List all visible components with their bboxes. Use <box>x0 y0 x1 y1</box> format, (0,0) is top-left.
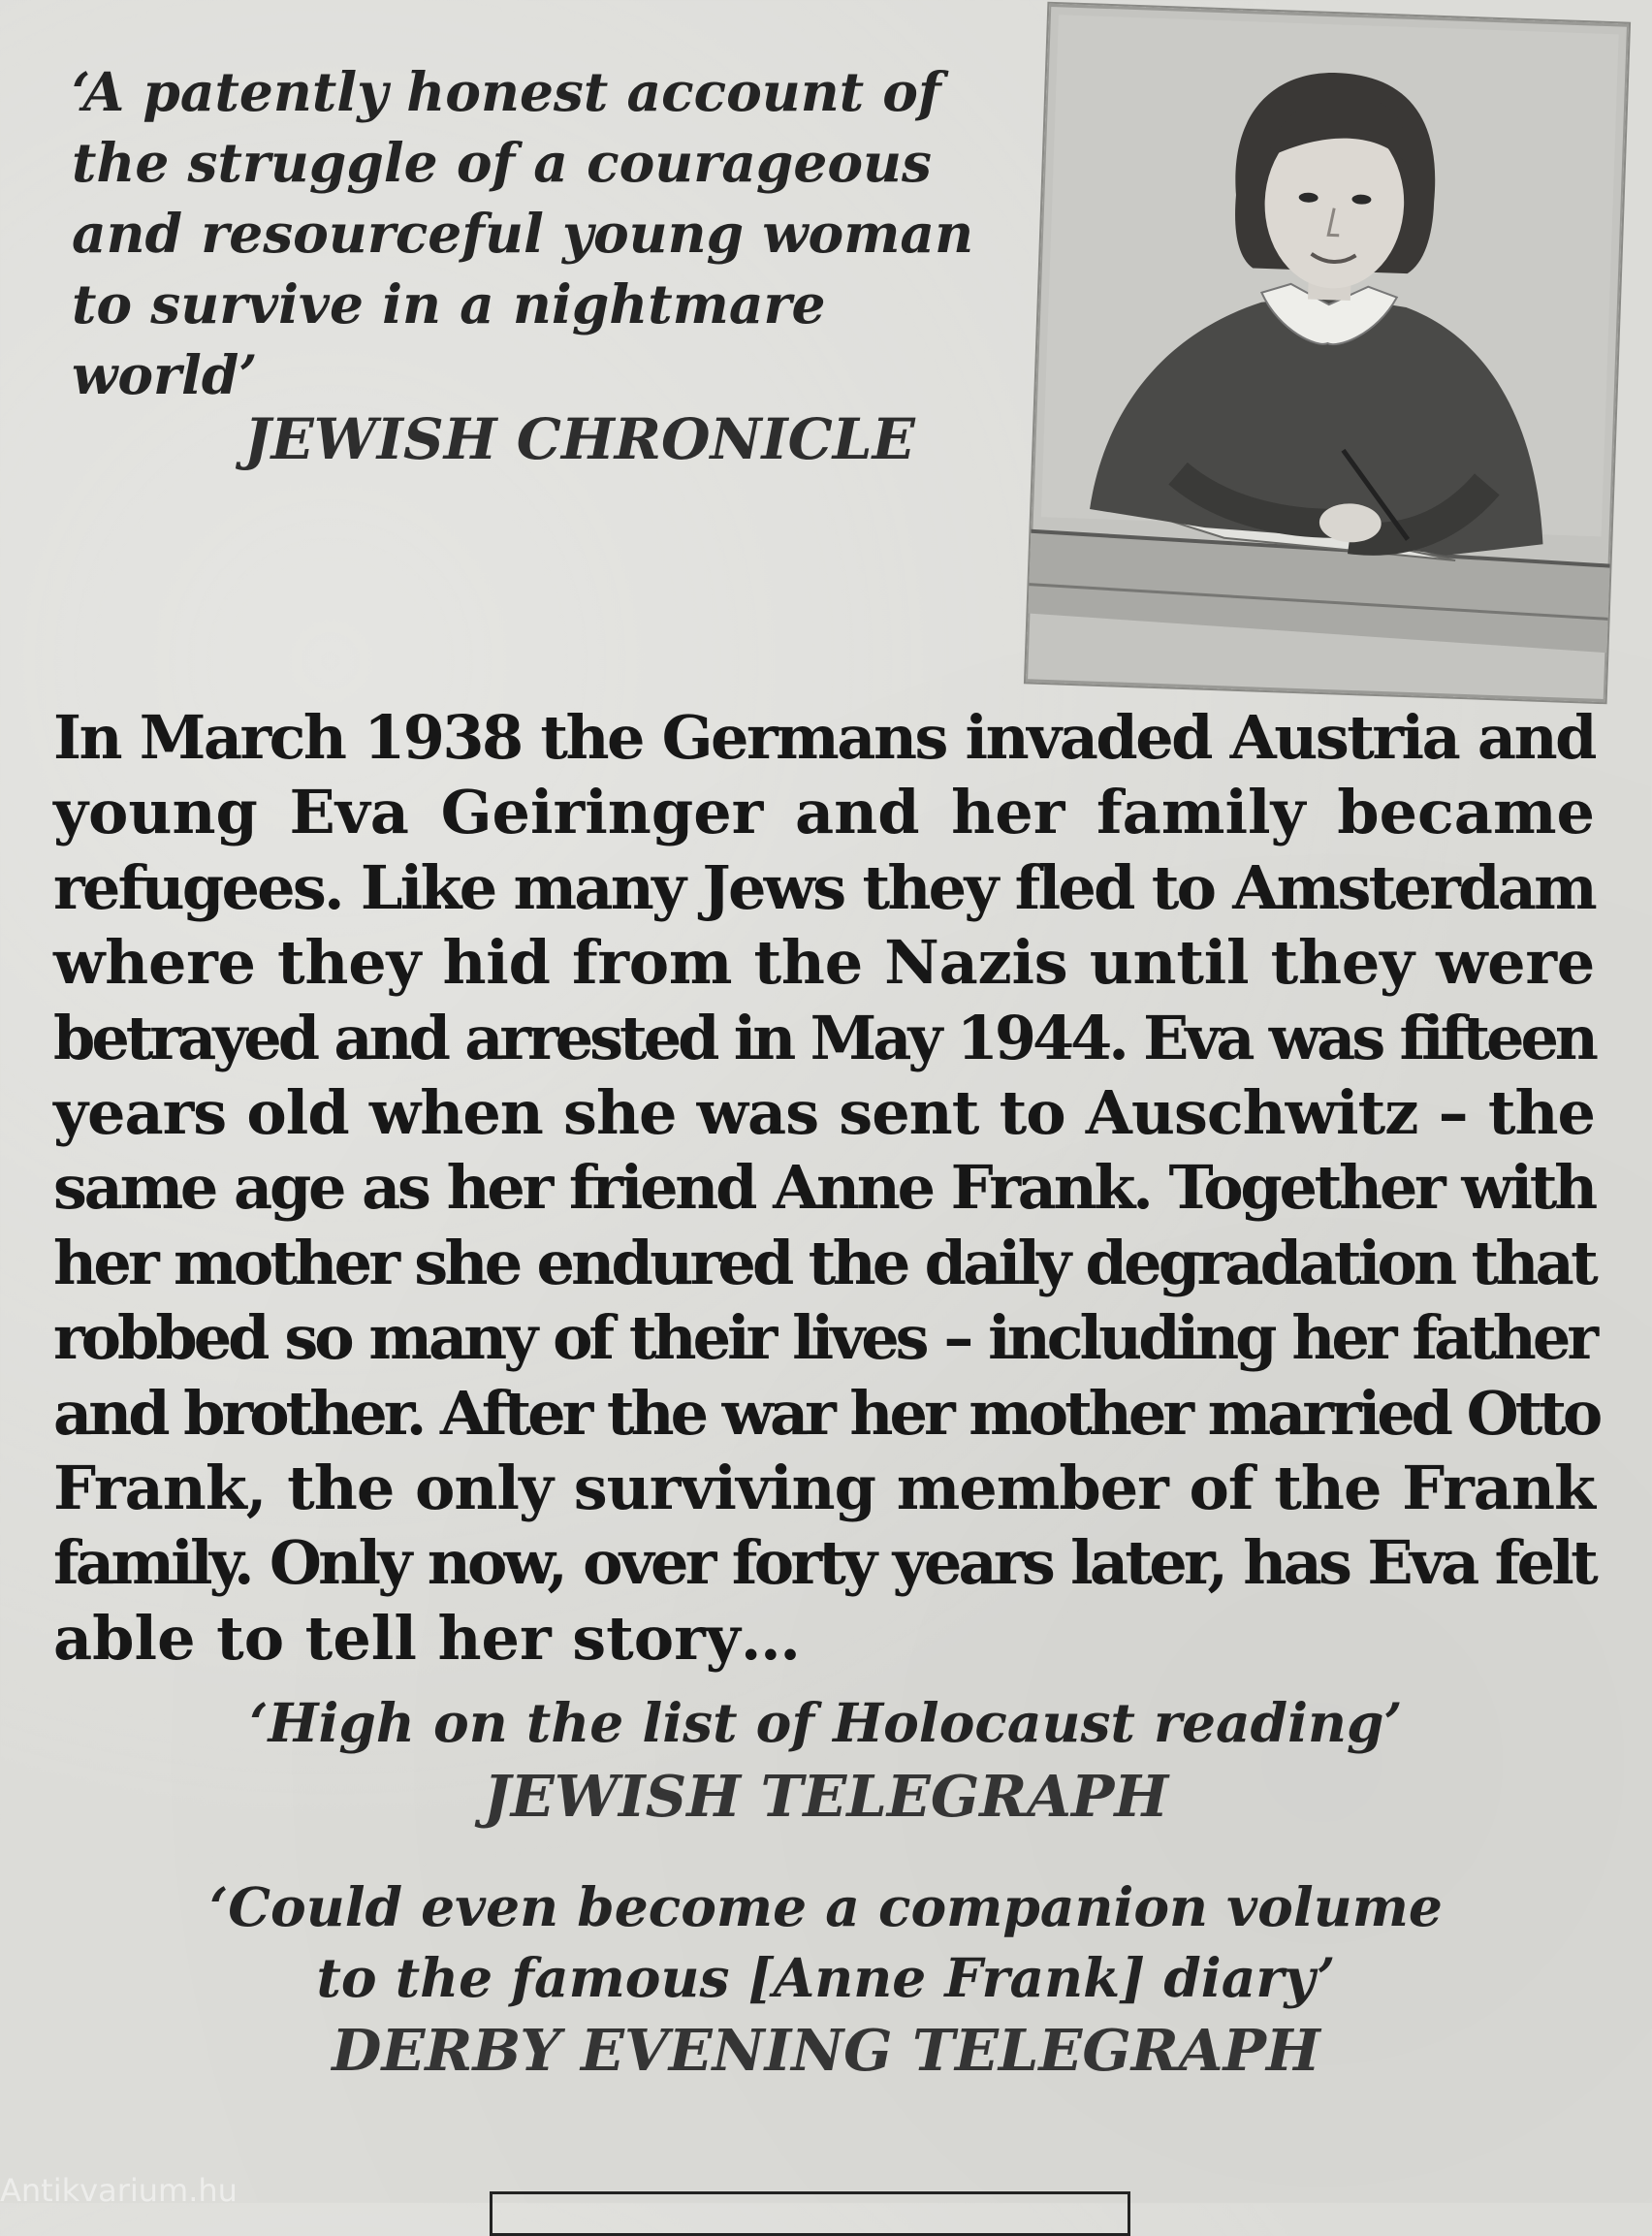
blurb-line: young Eva Geiringer and her family became <box>53 777 1595 848</box>
quote-line: the struggle of a courageous <box>72 131 932 194</box>
review-quote-3-line: ‘Could even become a companion volume <box>209 1875 1443 1938</box>
review-quote-2: ‘High on the list of Holocaust reading’ <box>249 1691 1403 1754</box>
book-blurb <box>53 700 1600 1676</box>
blurb-line: betrayed and arrested in May 1944. Eva was fifteen <box>53 1002 1595 1073</box>
blurb-line: able to tell her story… <box>53 1602 801 1674</box>
barcode-box-edge <box>490 2191 1130 2236</box>
blurb-line: years old when she was sent to Auschwitz – the <box>53 1077 1595 1149</box>
quote-line: and resourceful young woman <box>72 202 974 265</box>
quote-line: to survive in a nightmare <box>72 272 826 335</box>
portrait-photo <box>1026 4 1629 702</box>
quote-line: ‘A patently honest account of <box>72 60 941 123</box>
blurb-line: robbed so many of their lives – including her father <box>53 1302 1595 1374</box>
blurb-line: Frank, the only surviving member of the Frank <box>53 1453 1595 1524</box>
quote-line: world’ <box>72 343 258 406</box>
review-quote-3-line: to the famous [Anne Frank] diary’ <box>316 1946 1336 2009</box>
blurb-line: refugees. Like many Jews they fled to Amsterdam <box>53 851 1595 923</box>
top-review-quote <box>72 56 1002 410</box>
blurb-line: and brother. After the war her mother married Otto <box>53 1377 1600 1449</box>
watermark: Antikvarium.hu <box>0 2172 238 2203</box>
review-source-3: DERBY EVENING TELEGRAPH <box>332 2017 1320 2084</box>
blurb-line: family. Only now, over forty years later, has Eva felt <box>53 1527 1595 1599</box>
blurb-line: same age as her friend Anne Frank. Together with <box>53 1152 1595 1224</box>
review-source: JEWISH CHRONICLE <box>244 406 915 472</box>
girl-writing-illustration <box>1026 4 1629 702</box>
blurb-line: where they hid from the Nazis until they were <box>53 927 1595 999</box>
blurb-line: her mother she endured the daily degradation that <box>53 1227 1595 1298</box>
review-source-2: JEWISH TELEGRAPH <box>483 1763 1169 1830</box>
blurb-line: In March 1938 the Germans invaded Austria and <box>53 702 1595 773</box>
